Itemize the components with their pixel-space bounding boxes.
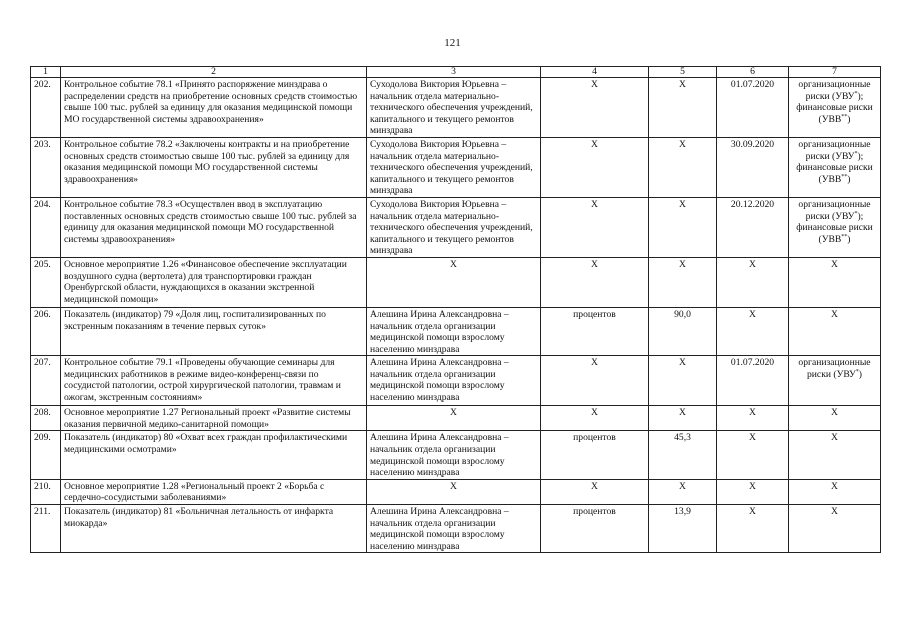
- table-row: [31, 78, 881, 138]
- table-row: [31, 406, 881, 431]
- row-risk: X: [789, 406, 881, 431]
- row-responsible: Алешина Ирина Александровна – начальник отдела организации медицинской помощи взрослому населению минздрава: [367, 356, 541, 406]
- row-number: 202.: [31, 78, 61, 138]
- row-value: 45,3: [649, 431, 717, 479]
- row-unit: X: [541, 197, 649, 257]
- row-number: 204.: [31, 197, 61, 257]
- row-risk: организационные риски (УВУ*); финансовые риски (УВВ**): [789, 137, 881, 197]
- column-number: 1: [31, 67, 61, 78]
- row-description: Основное мероприятие 1.27 Региональный проект «Развитие системы оказания первичной медико-санитарной помощи»: [61, 406, 367, 431]
- row-responsible: Суходолова Виктория Юрьевна – начальник отдела материально-технического обеспечения учреждений, капитального и текущего ремонтов минздрава: [367, 137, 541, 197]
- row-responsible: Алешина Ирина Александровна – начальник отдела организации медицинской помощи взрослому населению минздрава: [367, 505, 541, 553]
- row-description: Контрольное событие 79.1 «Проведены обучающие семинары для медицинских работников в режиме видео-конференц-связи по сосудистой патологии, острой хирургической патологии, травмам и ожогам, экстренным состояниям»: [61, 356, 367, 406]
- row-number: 207.: [31, 356, 61, 406]
- row-date: X: [717, 406, 789, 431]
- table-row: [31, 505, 881, 553]
- row-risk: X: [789, 479, 881, 504]
- row-date: 01.07.2020: [717, 356, 789, 406]
- row-responsible: X: [367, 257, 541, 307]
- row-value: 90,0: [649, 307, 717, 355]
- row-date: X: [717, 505, 789, 553]
- row-unit: X: [541, 406, 649, 431]
- row-date: X: [717, 431, 789, 479]
- column-number: 5: [649, 67, 717, 78]
- row-responsible: Суходолова Виктория Юрьевна – начальник отдела материально-технического обеспечения учреждений, капитального и текущего ремонтов минздрава: [367, 78, 541, 138]
- row-date: 30.09.2020: [717, 137, 789, 197]
- row-value: X: [649, 356, 717, 406]
- table-row: [31, 137, 881, 197]
- row-description: Контрольное событие 78.3 «Осуществлен ввод в эксплуатацию поставленных основных средств стоимостью свыше 100 тыс. рублей за единицу для оказания медицинской помощи МО государственной системы здравоохранения»: [61, 197, 367, 257]
- row-value: X: [649, 197, 717, 257]
- table-row: [31, 197, 881, 257]
- row-responsible: Алешина Ирина Александровна – начальник отдела организации медицинской помощи взрослому населению минздрава: [367, 431, 541, 479]
- table-row: [31, 356, 881, 406]
- row-value: 13,9: [649, 505, 717, 553]
- column-number: 6: [717, 67, 789, 78]
- row-risk: организационные риски (УВУ*); финансовые риски (УВВ**): [789, 78, 881, 138]
- row-risk: организационные риски (УВУ*): [789, 356, 881, 406]
- row-date: 01.07.2020: [717, 78, 789, 138]
- row-description: Основное мероприятие 1.26 «Финансовое обеспечение эксплуатации воздушного судна (вертолета) для транспортировки граждан Оренбургской области, нуждающихся в оказании экстренной медицинской помощи»: [61, 257, 367, 307]
- row-number: 209.: [31, 431, 61, 479]
- row-date: 20.12.2020: [717, 197, 789, 257]
- row-number: 206.: [31, 307, 61, 355]
- row-risk: X: [789, 257, 881, 307]
- column-number: 7: [789, 67, 881, 78]
- row-number: 203.: [31, 137, 61, 197]
- page-number: 121: [444, 37, 461, 49]
- row-value: X: [649, 406, 717, 431]
- table-row: [31, 479, 881, 504]
- row-value: X: [649, 137, 717, 197]
- row-description: Показатель (индикатор) 79 «Доля лиц, госпитализированных по экстренным показаниям в течение первых суток»: [61, 307, 367, 355]
- row-date: X: [717, 307, 789, 355]
- row-unit: X: [541, 78, 649, 138]
- row-risk: X: [789, 431, 881, 479]
- table-row: [31, 257, 881, 307]
- row-unit: X: [541, 137, 649, 197]
- row-unit: процентов: [541, 505, 649, 553]
- row-unit: X: [541, 479, 649, 504]
- row-risk: X: [789, 307, 881, 355]
- row-date: X: [717, 257, 789, 307]
- row-responsible: Суходолова Виктория Юрьевна – начальник отдела материально-технического обеспечения учреждений, капитального и текущего ремонтов минздрава: [367, 197, 541, 257]
- column-number: 3: [367, 67, 541, 78]
- row-responsible: X: [367, 406, 541, 431]
- row-number: 208.: [31, 406, 61, 431]
- column-number: 2: [61, 67, 367, 78]
- row-number: 210.: [31, 479, 61, 504]
- row-description: Основное мероприятие 1.28 «Региональный проект 2 «Борьба с сердечно-сосудистыми заболеваниями»: [61, 479, 367, 504]
- table-row: [31, 431, 881, 479]
- row-description: Показатель (индикатор) 80 «Охват всех граждан профилактическими медицинскими осмотрами»: [61, 431, 367, 479]
- measures-table: [30, 66, 881, 553]
- row-risk: организационные риски (УВУ*); финансовые риски (УВВ**): [789, 197, 881, 257]
- row-number: 211.: [31, 505, 61, 553]
- row-description: Показатель (индикатор) 81 «Больничная летальность от инфаркта миокарда»: [61, 505, 367, 553]
- row-value: X: [649, 78, 717, 138]
- row-unit: X: [541, 356, 649, 406]
- row-unit: X: [541, 257, 649, 307]
- row-unit: процентов: [541, 431, 649, 479]
- row-value: X: [649, 257, 717, 307]
- row-unit: процентов: [541, 307, 649, 355]
- row-value: X: [649, 479, 717, 504]
- column-number-row: [31, 67, 881, 78]
- row-description: Контрольное событие 78.2 «Заключены контракты и на приобретение основных средств стоимостью свыше 100 тыс. рублей за единицу для оказания медицинской помощи МО государственной системы здравоохранения»: [61, 137, 367, 197]
- row-responsible: X: [367, 479, 541, 504]
- row-date: X: [717, 479, 789, 504]
- row-number: 205.: [31, 257, 61, 307]
- row-risk: X: [789, 505, 881, 553]
- table-row: [31, 307, 881, 355]
- row-description: Контрольное событие 78.1 «Принято распоряжение минздрава о распределении средств на приобретение основных средств стоимостью свыше 100 тыс. рублей за единицу для оказания медицинской помощи МО государственной системы здравоохранения»: [61, 78, 367, 138]
- row-responsible: Алешина Ирина Александровна – начальник отдела организации медицинской помощи взрослому населению минздрава: [367, 307, 541, 355]
- column-number: 4: [541, 67, 649, 78]
